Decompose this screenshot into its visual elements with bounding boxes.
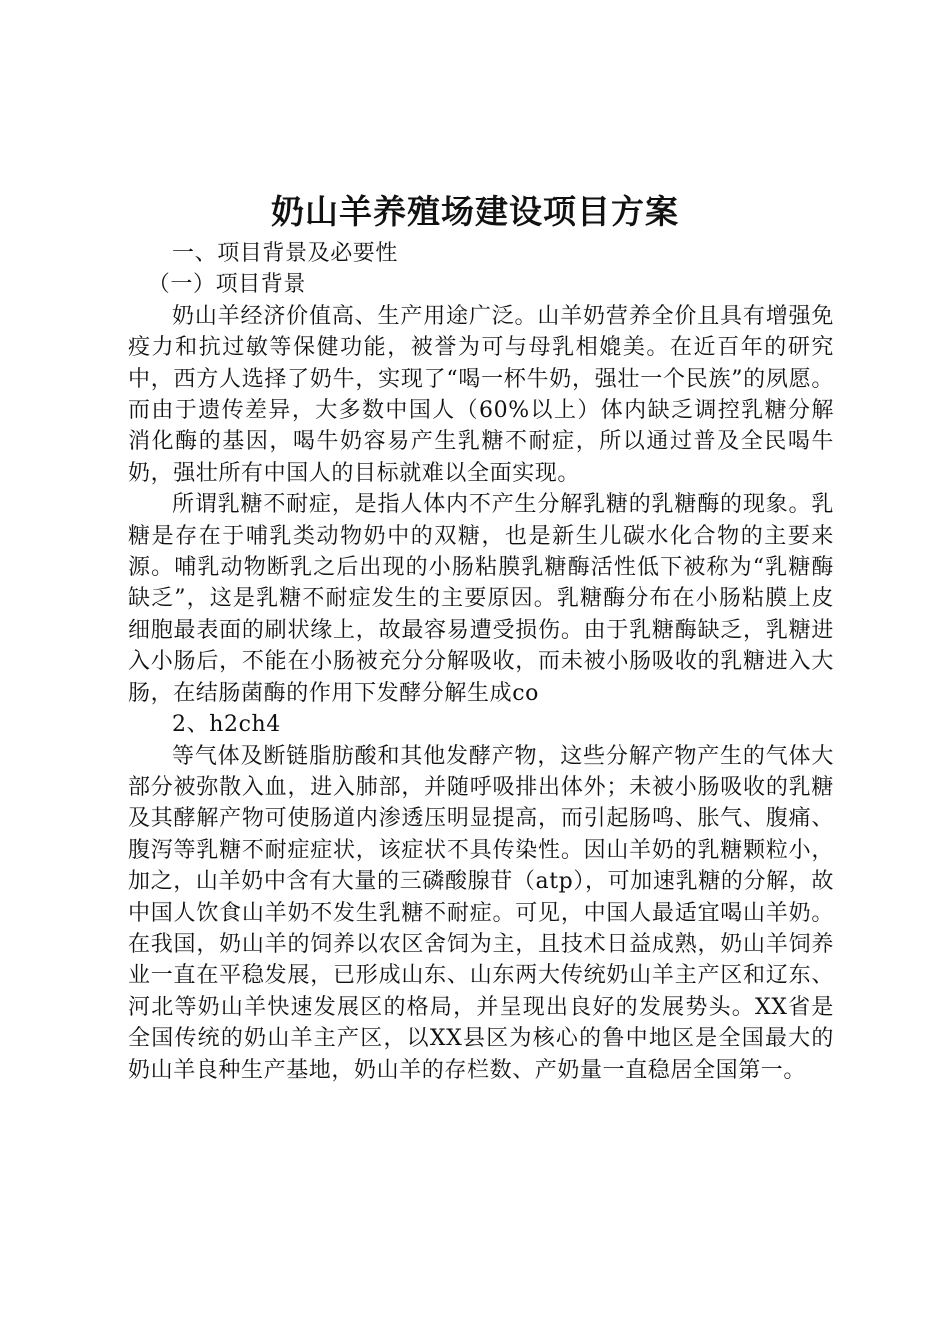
paragraph-3: 2、h2ch4	[172, 712, 281, 738]
subsection-heading: （一）项目背景	[147, 272, 306, 298]
paragraph-2: 所谓乳糖不耐症，是指人体内不产生分解乳糖的乳糖酶的现象。乳糖是存在于哺乳类动物奶中的双糖，也是新生儿碳水化合物的主要来源。哺乳动物断乳之后出现的小肠粘膜乳糖酶活性低下被称为“乳糖酶缺乏”，这是乳糖不耐症发生的主要原因。乳糖酶分布在小肠粘膜上皮细胞最表面的刷状缘上，故最容易遭受损伤。由于乳糖酶缺乏，乳糖进入小肠后，不能在小肠被充分分解吸收，而未被小肠吸收的乳糖进入大肠，在结肠菌酶的作用下发酵分解生成co	[128, 492, 834, 706]
document-body	[128, 238, 834, 1086]
document-title: 奶山羊养殖场建设项目方案	[271, 192, 679, 231]
paragraph-4: 等气体及断链脂肪酸和其他发酵产物，这些分解产物产生的气体大部分被弥散入血，进入肺部，并随呼吸排出体外；未被小肠吸收的乳糖及其酵解产物可使肠道内渗透压明显提高，而引起肠鸣、胀气、腹痛、腹泻等乳糖不耐症症状，该症状不具传染性。因山羊奶的乳糖颗粒小，加之，山羊奶中含有大量的三磷酸腺苷（atp），可加速乳糖的分解，故中国人饮食山羊奶不发生乳糖不耐症。可见，中国人最适宜喝山羊奶。在我国，奶山羊的饲养以农区舍饲为主，且技术日益成熟，奶山羊饲养业一直在平稳发展，已形成山东、山东两大传统奶山羊主产区和辽东、河北等奶山羊快速发展区的格局，并呈现出良好的发展势头。XX省是全国传统的奶山羊主产区，以XX县区为核心的鲁中地区是全国最大的奶山羊良种生产基地，奶山羊的存栏数、产奶量一直稳居全国第一。	[128, 743, 834, 1083]
paragraph-1: 奶山羊经济价值高、生产用途广泛。山羊奶营养全价且具有增强免疫力和抗过敏等保健功能，被誉为可与母乳相媲美。在近百年的研究中，西方人选择了奶牛，实现了“喝一杯牛奶，强壮一个民族”的夙愿。而由于遗传差异，大多数中国人（60%以上）体内缺乏调控乳糖分解消化酶的基因，喝牛奶容易产生乳糖不耐症，所以通过普及全民喝牛奶，强壮所有中国人的目标就难以全面实现。	[128, 303, 834, 486]
section-heading: 一、项目背景及必要性	[172, 241, 399, 266]
